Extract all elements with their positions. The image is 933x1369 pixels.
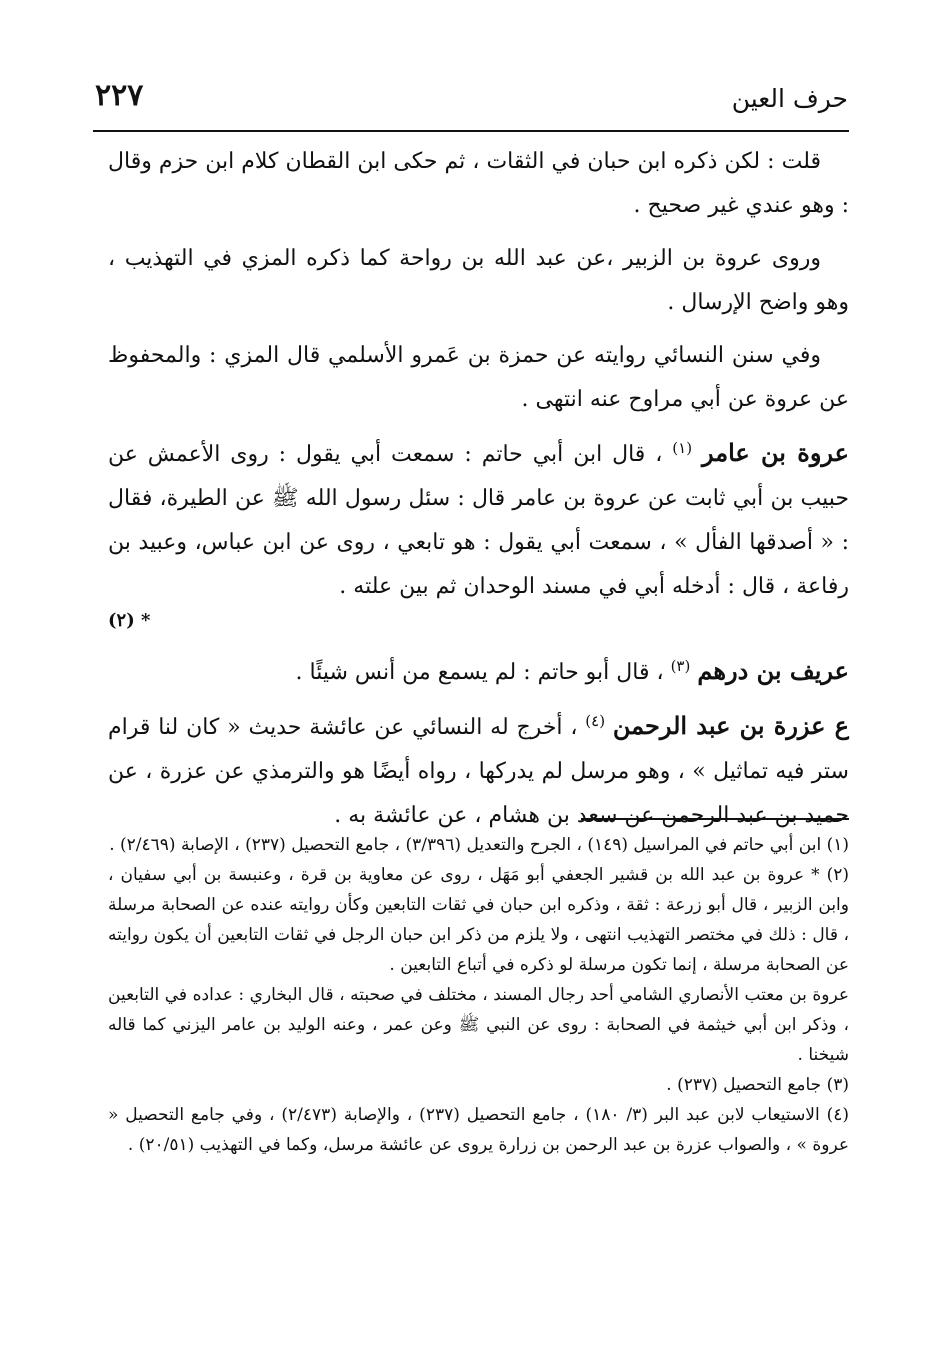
- entry-name: عريف بن درهم: [697, 656, 849, 685]
- entry-name: عروة بن عامر: [702, 438, 849, 467]
- header-divider: [93, 130, 849, 132]
- section-title: حرف العين: [731, 84, 848, 113]
- entry-name: عزرة بن عبد الرحمن: [612, 711, 826, 740]
- footnote-ref: (١): [672, 439, 693, 457]
- footnote-divider: [581, 818, 849, 820]
- main-text: [108, 140, 849, 847]
- footnote-ref: (٣): [670, 657, 691, 675]
- entry-prefix: ع: [825, 711, 849, 740]
- entry-urwa-ibn-amir: [108, 431, 849, 609]
- footnote-1: (١) ابن أبي حاتم في المراسيل (١٤٩) ، الجرح والتعديل (٣/٣٩٦) ، جامع التحصيل (٢٣٧) ، الإصابة (٢/٤٦٩) .: [109, 835, 849, 855]
- footnote-2: (٢) * عروة بن عبد الله بن قشير الجعفي أبو مَهَل ، روى عن معاوية بن قرة ، وعنبسة بن أبي سفيان ، وابن الزبير ، قال أبو زرعة : ثقة ، وذكره ابن حبان في ثقات التابعين وكأن روايته عنده عن الصحابة مرسلة ، قال : ذلك في مختصر التهذيب انتهى ، ولا يلزم من ذكر ابن حبان الرجل في ثقات التابعين أن يكون روايته عن الصحابة مرسلة ، إنما تكون مرسلة لو ذكره في أتباع التابعين .: [108, 865, 849, 975]
- paragraph-3: وفي سنن النسائي روايته عن حمزة بن عَمرو الأسلمي قال المزي : والمحفوظ عن عروة عن أبي مراوح عنه انتهى .: [108, 343, 849, 412]
- page-header: [95, 78, 848, 124]
- entry-text: ، قال ابن أبي حاتم : سمعت أبي يقول : روى الأعمش عن حبيب بن أبي ثابت عن عروة بن عامر قال : سئل رسول الله ﷺ عن الطيرة، فقال : « أصدقها الفأل » ، سمعت أبي يقول : هو تابعي ، روى عن ابن عباس، وعبيد بن رفاعة ، قال : أدخله أبي في مسند الوحدان ثم بين علته .: [108, 442, 849, 599]
- footnote-star-ref: * (٢): [108, 610, 151, 631]
- entry-arif-ibn-dirham: [108, 649, 849, 695]
- footnotes: [108, 830, 849, 1160]
- entry-text: ، أخرج له النسائي عن عائشة حديث « كان لنا قرام ستر فيه تماثيل » ، وهو مرسل لم يدركها ، رواه أيضًا هو والترمذي عن عزرة ، عن حميد بن عبد الرحمن عن سعد بن هشام ، عن عائشة به .: [108, 715, 849, 828]
- footnote-ref: (٤): [585, 712, 606, 730]
- footnote-2-continued: عروة بن معتب الأنصاري الشامي أحد رجال المسند ، مختلف في صحبته ، قال البخاري : عداده في التابعين ، وذكر ابن أبي خيثمة في الصحابة : روى عن النبي ﷺ وعن عمر ، وعنه الوليد بن عامر اليزني كما قاله شيخنا .: [108, 985, 849, 1065]
- paragraph-1: قلت : لكن ذكره ابن حبان في الثقات ، ثم حكى ابن القطان كلام ابن حزم وقال : وهو عندي غير صحيح .: [108, 149, 849, 218]
- paragraph-2: وروى عروة بن الزبير ،عن عبد الله بن رواحة كما ذكره المزي في التهذيب ، وهو واضح الإرسال .: [108, 246, 849, 315]
- page-number: ٢٢٧: [95, 78, 144, 113]
- footnote-3: (٣) جامع التحصيل (٢٣٧) .: [666, 1075, 849, 1095]
- entry-text: ، قال أبو حاتم : لم يسمع من أنس شيئًا .: [295, 660, 671, 685]
- footnote-4: (٤) الاستيعاب لابن عبد البر (٣/ ١٨٠) ، جامع التحصيل (٢٣٧) ، والإصابة (٢/٤٧٣) ، وفي جامع التحصيل « عروة » ، والصواب عزرة بن عبد الرحمن بن زرارة يروى عن عائشة مرسل، وكما في التهذيب (٢٠/٥١) .: [108, 1105, 850, 1155]
